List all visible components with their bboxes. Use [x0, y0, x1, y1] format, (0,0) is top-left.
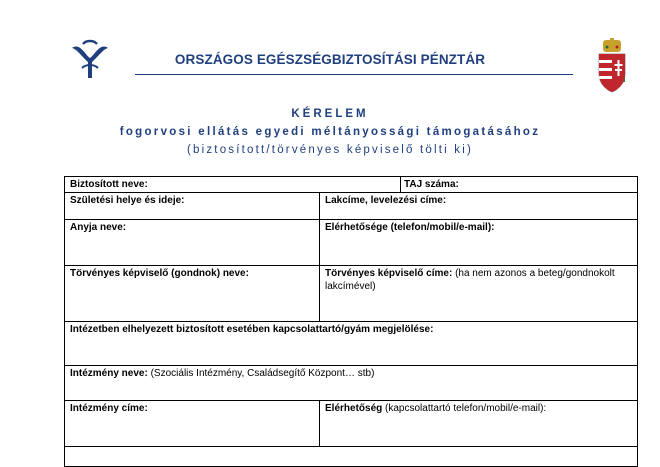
form-row-mother [65, 220, 638, 266]
guardian-name-field[interactable] [65, 266, 320, 322]
request-form [64, 176, 638, 467]
birth-field[interactable] [65, 193, 320, 220]
contact-person-field[interactable] [65, 322, 638, 366]
form-row-birth [65, 193, 638, 220]
institution-contact-field[interactable] [320, 401, 638, 447]
mother-name-label: Anyja neve: [70, 222, 127, 233]
taj-number-label: TAJ száma: [404, 179, 459, 190]
contact-label: Elérhetősége (telefon/mobil/e-mail): [325, 222, 495, 233]
mother-name-field[interactable] [65, 220, 320, 266]
guardian-name-label: Törvényes képviselő (gondnok) neve: [70, 268, 249, 279]
taj-number-field[interactable] [401, 177, 638, 193]
request-title: KÉRELEM [291, 108, 369, 120]
form-row-institution-name [65, 366, 638, 401]
address-field[interactable] [320, 193, 638, 220]
institution-name-hint: (Szociális Intézmény, Családsegítő Központ… stb) [150, 368, 375, 379]
institution-address-label: Intézmény címe: [70, 403, 148, 414]
guardian-address-field[interactable] [320, 266, 638, 322]
form-row-institution-address [65, 401, 638, 447]
guardian-address-hint: (ha nem azonos a beteg/gondnokolt lakcímével) [325, 268, 615, 292]
header-rule [135, 74, 573, 75]
org-title: ORSZÁGOS EGÉSZSÉGBIZTOSÍTÁSI PÉNZTÁR [174, 52, 486, 67]
insured-name-label: Biztosított neve: [70, 179, 148, 190]
address-label: Lakcíme, levelezési címe: [325, 195, 447, 206]
request-subtitle: fogorvosi ellátás egyedi méltányossági támogatásához [119, 126, 541, 138]
institution-name-field[interactable] [65, 366, 638, 401]
insured-name-field[interactable] [65, 177, 401, 193]
form-row-next [65, 447, 638, 467]
next-field[interactable] [65, 447, 638, 467]
institution-contact-label: Elérhetőség [325, 403, 383, 414]
contact-field[interactable] [320, 220, 638, 266]
institution-name-label: Intézmény neve: [70, 368, 148, 379]
form-row-insured [65, 177, 638, 193]
form-row-contact-person [65, 322, 638, 366]
institution-contact-hint: (kapcsolattartó telefon/mobil/e-mail): [385, 403, 547, 414]
institution-address-field[interactable] [65, 401, 320, 447]
coat-of-arms-icon [595, 38, 629, 94]
form-row-guardian [65, 266, 638, 322]
birth-label: Születési helye és ideje: [70, 195, 185, 206]
guardian-address-label: Törvényes képviselő címe: [325, 268, 453, 279]
request-note: (biztosított/törvényes képviselő tölti ki) [186, 144, 474, 156]
contact-person-label: Intézetben elhelyezett biztosított esetében kapcsolattartó/gyám megjelölése: [70, 324, 434, 335]
